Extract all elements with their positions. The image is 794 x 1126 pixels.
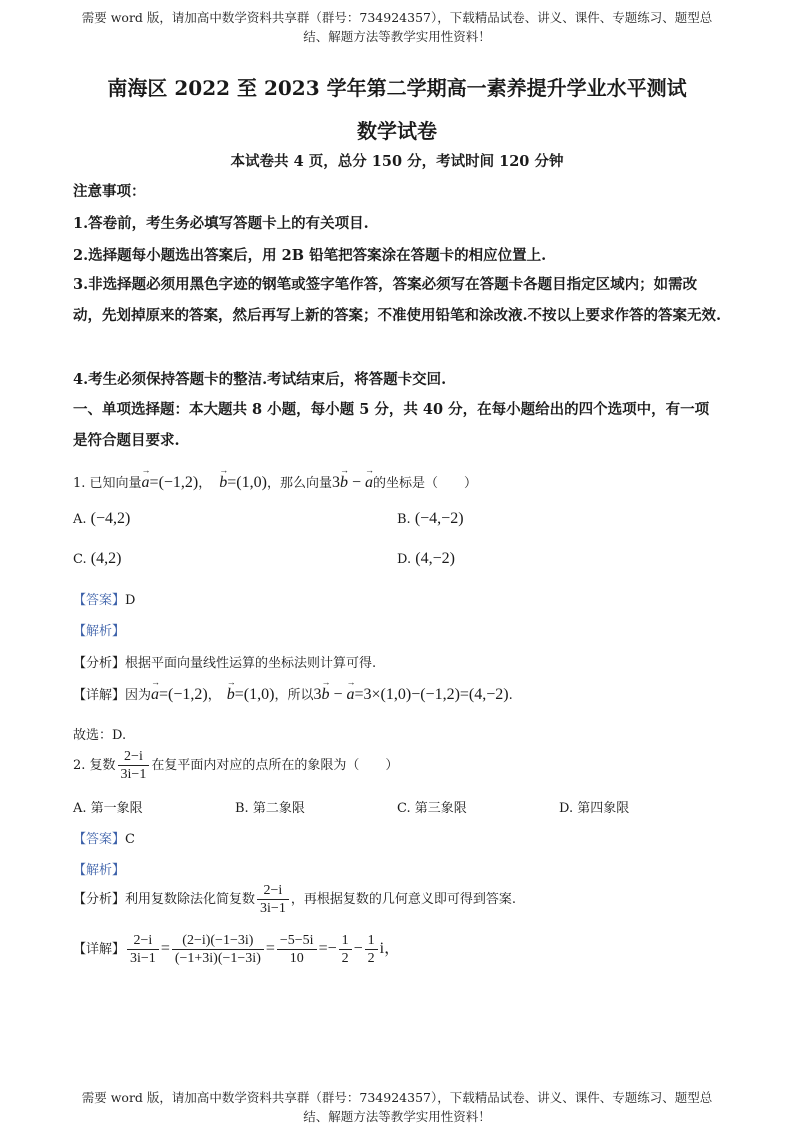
- vector-b: → b: [219, 474, 227, 492]
- q1-detail-b2: → b: [321, 686, 329, 704]
- q2-detail-frac-1-num: 2−i: [127, 932, 159, 950]
- q1-fenxi-text: 根据平面向量线性运算的坐标法则计算可得.: [125, 656, 377, 671]
- q1-coef: 3: [331, 474, 340, 491]
- q2-analysis-tag: 【解析】: [73, 863, 126, 878]
- vector-a: → a: [142, 474, 150, 492]
- q1-answer: [73, 589, 723, 608]
- notice-item-1: 1.答卷前，考生务必填写答题卡上的有关项目.: [73, 215, 369, 232]
- q2-detail-frac-3-num: −5−5i: [277, 932, 317, 950]
- vector-b-value: =(1,0): [227, 474, 267, 491]
- q2-detail-frac-5: [365, 932, 378, 967]
- q2-detail-frac-3-den: 10: [289, 951, 304, 966]
- q2-suffix: 在复平面内对应的点所在的象限为（ ）: [151, 758, 399, 773]
- q1-prefix: 1. 已知向量: [73, 476, 142, 491]
- q1-option-c-value: (4,2): [90, 550, 122, 567]
- q2-detail-frac-4-den: 2: [341, 951, 349, 966]
- exam-title: 南海区 2022 至 2023 学年第二学期高一素养提升学业水平测试: [107, 76, 687, 100]
- q1-suffix: 的坐标是（ ）: [373, 476, 478, 491]
- q1-detail-sep: ，: [207, 688, 221, 703]
- q1-detail-b: → b: [227, 686, 235, 704]
- q1-option-c: [73, 550, 121, 568]
- q2-detail-tag: 【详解】: [73, 942, 126, 957]
- q2-frac-den: 3i−1: [120, 767, 147, 782]
- q2-fenxi-fraction: [257, 882, 289, 917]
- exam-subject: 数学试卷: [357, 119, 437, 143]
- bottom-banner-line2: 结、解题方法等教学实用性资料！: [303, 1109, 491, 1124]
- q1-option-d: [397, 550, 455, 568]
- q2-option-c: C. 第三象限: [397, 801, 467, 816]
- q2-detail-eq-1: =: [160, 940, 170, 957]
- q1-detail-b-value: =(1,0): [234, 686, 275, 703]
- q2-detail-frac-4-num: 1: [339, 932, 352, 950]
- q2-detail-tail: i，: [379, 940, 401, 957]
- q1-mid: ，那么向量: [266, 476, 332, 491]
- q1-option-d-label: D.: [397, 552, 412, 567]
- q2-fenxi-tag: 【分析】: [73, 892, 126, 907]
- top-banner: [0, 8, 794, 46]
- q1-detail-mid: ，所以: [274, 688, 314, 703]
- q2-answer-value: C: [125, 832, 135, 847]
- exam-info: 本试卷共 4 页，总分 150 分，考试时间 120 分钟: [230, 153, 564, 170]
- q1-choose: 故选：D.: [73, 728, 127, 743]
- q1-answer-value: D: [125, 593, 136, 608]
- top-banner-line2: 结、解题方法等教学实用性资料！: [303, 29, 491, 44]
- q1-option-c-label: C.: [73, 552, 87, 567]
- vector-a-value: =(−1,2): [149, 474, 199, 491]
- q1-expr-a: → a: [365, 474, 373, 492]
- q1-detail-coef: 3: [313, 686, 322, 703]
- q1-option-a: [73, 510, 130, 528]
- q2-detail-minus: −: [353, 940, 363, 957]
- q2-option-b: B. 第二象限: [235, 801, 305, 816]
- q2-detail: [73, 932, 723, 967]
- question-1-stem: [73, 472, 723, 492]
- q2-option-d: D. 第四象限: [559, 801, 630, 816]
- bottom-banner: [0, 1088, 794, 1126]
- q2-fenxi-num: 2−i: [257, 882, 289, 900]
- notice-heading: 注意事项：: [73, 183, 146, 200]
- q1-fenxi: [73, 652, 723, 671]
- q1-option-b-value: (−4,−2): [414, 510, 464, 527]
- q2-detail-frac-5-den: 2: [367, 951, 375, 966]
- q1-detail: [73, 684, 723, 704]
- q2-fenxi-post: ，再根据复数的几何意义即可得到答案.: [290, 892, 516, 907]
- q2-fenxi-pre: 利用复数除法化简复数: [125, 892, 256, 907]
- q2-detail-frac-3: [277, 932, 317, 967]
- q2-detail-frac-1-den: 3i−1: [130, 951, 156, 966]
- q2-fraction: [118, 748, 150, 783]
- q2-fenxi-den: 3i−1: [260, 901, 286, 916]
- notice-item-4: 4.考生必须保持答题卡的整洁.考试结束后，将答题卡交回.: [73, 371, 447, 388]
- q1-fenxi-tag: 【分析】: [73, 656, 126, 671]
- q1-analysis-tag: 【解析】: [73, 624, 126, 639]
- q2-detail-frac-2-num: (2−i)(−1−3i): [172, 932, 264, 950]
- q1-detail-a2: → a: [346, 686, 354, 704]
- q2-detail-frac-2: [172, 932, 264, 967]
- q1-option-a-label: A.: [73, 512, 87, 527]
- q1-detail-end: .: [508, 688, 513, 703]
- q2-detail-eq-minus: =−: [318, 940, 337, 957]
- q1-expr-b: → b: [340, 474, 348, 492]
- q1-option-d-value: (4,−2): [415, 550, 455, 567]
- q2-detail-eq-2: =: [265, 940, 275, 957]
- q1-option-b: [397, 510, 464, 528]
- section-heading: 一、单项选择题：本大题共 8 小题，每小题 5 分，共 40 分，在每小题给出的四个选项中，有一项是符合题目要求.: [73, 401, 710, 449]
- q2-option-a: A. 第一象限: [73, 801, 143, 816]
- q1-option-b-label: B.: [397, 512, 411, 527]
- notice-item-2: 2.选择题每小题选出答案后，用 2B 铅笔把答案涂在答题卡的相应位置上.: [73, 247, 547, 264]
- q2-prefix: 2. 复数: [73, 758, 116, 773]
- q1-detail-a-value: =(−1,2): [159, 686, 208, 703]
- question-2-stem: [73, 748, 723, 783]
- q2-frac-num: 2−i: [118, 748, 150, 766]
- q1-detail-tag: 【详解】: [73, 688, 126, 703]
- top-banner-line1: 需要 word 版，请加高中数学资料共享群（群号：734924357），下载精品试卷、讲义、课件、专题练习、题型总: [81, 10, 713, 25]
- q1-answer-tag: 【答案】: [73, 593, 126, 608]
- q2-detail-frac-1: [127, 932, 159, 967]
- q2-detail-frac-2-den: (−1+3i)(−1−3i): [174, 951, 261, 966]
- q1-detail-a: → a: [151, 686, 159, 704]
- q1-detail-minus: −: [329, 686, 347, 703]
- q1-option-a-value: (−4,2): [90, 510, 131, 527]
- q2-answer-tag: 【答案】: [73, 832, 126, 847]
- bottom-banner-line1: 需要 word 版，请加高中数学资料共享群（群号：734924357），下载精品试卷、讲义、课件、专题练习、题型总: [81, 1090, 713, 1105]
- q1-sep: ，: [198, 476, 212, 491]
- q2-detail-frac-4: [339, 932, 352, 967]
- q1-detail-result: =3×(1,0)−(−1,2)=(4,−2): [354, 686, 509, 703]
- q2-fenxi: [73, 882, 723, 917]
- q1-detail-pre: 因为: [125, 688, 152, 703]
- q2-answer: [73, 828, 723, 847]
- notice-item-3: 3.非选择题必须用黑色字迹的钢笔或签字笔作答，答案必须写在答题卡各题目指定区域内；如需改动，先划掉原来的答案，然后再写上新的答案；不准使用铅笔和涂改液.不按以上要求作答的答案无效.: [73, 276, 722, 324]
- q1-expr-minus: −: [347, 474, 365, 491]
- q2-detail-frac-5-num: 1: [365, 932, 378, 950]
